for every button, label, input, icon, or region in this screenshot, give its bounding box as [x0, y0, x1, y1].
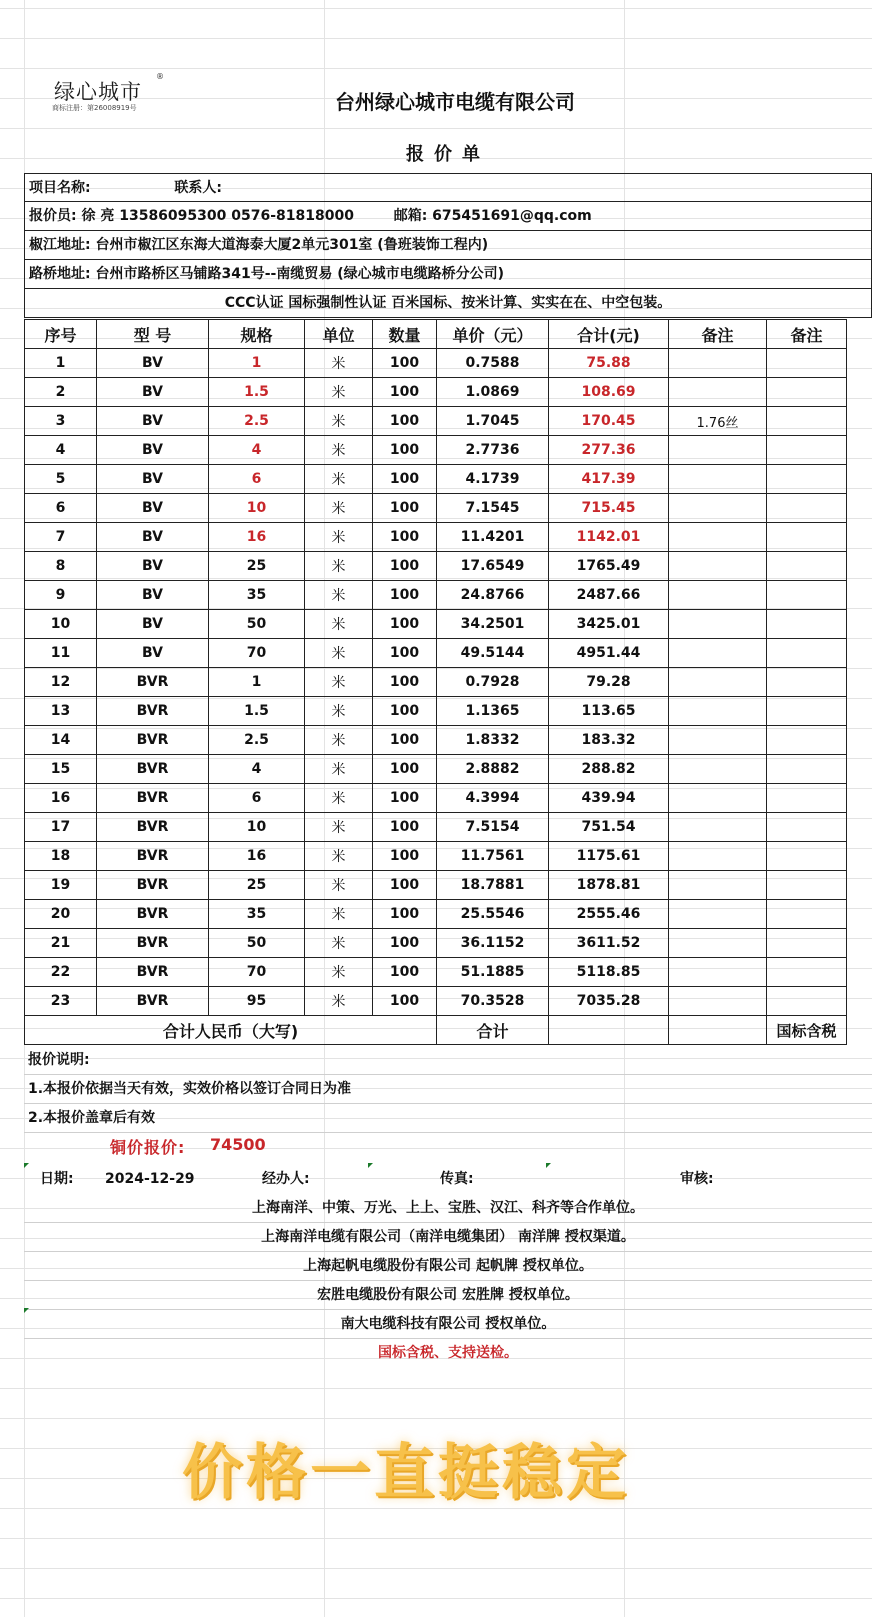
- cell-note[interactable]: [669, 842, 767, 871]
- cell-model[interactable]: BV: [97, 494, 209, 523]
- cell-model[interactable]: BV: [97, 378, 209, 407]
- cell-note-2[interactable]: [767, 813, 847, 842]
- cell-spec[interactable]: 1.5: [209, 378, 305, 407]
- cell-total[interactable]: 2487.66: [549, 581, 669, 610]
- cell-note[interactable]: [669, 726, 767, 755]
- certification-row[interactable]: [24, 289, 872, 318]
- cell-price[interactable]: 18.7881: [437, 871, 549, 900]
- cell-price[interactable]: 51.1885: [437, 958, 549, 987]
- cell-unit[interactable]: 米: [305, 349, 373, 378]
- cell-note[interactable]: [669, 871, 767, 900]
- document-title: 报价单: [406, 144, 490, 165]
- cell-qty[interactable]: 100: [373, 784, 437, 813]
- cell-spec[interactable]: 2.5: [209, 726, 305, 755]
- cell-unit[interactable]: 米: [305, 668, 373, 697]
- table-row[interactable]: [25, 726, 847, 755]
- cell-note-2[interactable]: [767, 842, 847, 871]
- partner-line-3: 上海起帆电缆股份有限公司 起帆牌 授权单位。: [24, 1252, 872, 1281]
- cell-total[interactable]: 113.65: [549, 697, 669, 726]
- table-row[interactable]: [25, 987, 847, 1016]
- footer-blank-cell[interactable]: [669, 1016, 767, 1045]
- table-row[interactable]: [25, 494, 847, 523]
- table-row[interactable]: [25, 900, 847, 929]
- cell-price[interactable]: 25.5546: [437, 900, 549, 929]
- cell-total[interactable]: 1175.61: [549, 842, 669, 871]
- cell-note-2[interactable]: [767, 436, 847, 465]
- review-label: 审核:: [680, 1171, 714, 1187]
- cell-spec[interactable]: 6: [209, 784, 305, 813]
- cell-spec[interactable]: 50: [209, 610, 305, 639]
- cell-note[interactable]: [669, 639, 767, 668]
- cell-no[interactable]: 5: [25, 465, 97, 494]
- cell-unit[interactable]: 米: [305, 871, 373, 900]
- cell-note[interactable]: [669, 523, 767, 552]
- cell-spec[interactable]: 4: [209, 436, 305, 465]
- cell-qty[interactable]: 100: [373, 726, 437, 755]
- column-header: 规格: [209, 320, 305, 349]
- table-row[interactable]: [25, 407, 847, 436]
- cell-note-2[interactable]: [767, 349, 847, 378]
- cell-total[interactable]: 277.36: [549, 436, 669, 465]
- cell-no[interactable]: 16: [25, 784, 97, 813]
- table-row[interactable]: [25, 668, 847, 697]
- column-header: 序号: [25, 320, 97, 349]
- cell-qty[interactable]: 100: [373, 900, 437, 929]
- cell-total[interactable]: 4951.44: [549, 639, 669, 668]
- cell-model[interactable]: BVR: [97, 900, 209, 929]
- cell-comment-marker: [546, 1163, 551, 1168]
- cell-price[interactable]: 7.1545: [437, 494, 549, 523]
- quoter-info: 报价员: 徐 亮 13586095300 0576-81818000: [29, 208, 354, 224]
- slogan-banner: 价格一直挺稳定: [182, 1438, 630, 1508]
- table-row[interactable]: [25, 581, 847, 610]
- table-row[interactable]: [25, 755, 847, 784]
- trademark-number: 商标注册：第26008919号: [52, 104, 137, 112]
- cell-qty[interactable]: 100: [373, 494, 437, 523]
- cell-qty[interactable]: 100: [373, 639, 437, 668]
- cell-total[interactable]: 5118.85: [549, 958, 669, 987]
- cell-model[interactable]: BV: [97, 523, 209, 552]
- cell-total[interactable]: 75.88: [549, 349, 669, 378]
- cell-note[interactable]: [669, 668, 767, 697]
- cell-no[interactable]: 8: [25, 552, 97, 581]
- cell-price[interactable]: 11.7561: [437, 842, 549, 871]
- contact-label: 联系人:: [174, 180, 222, 196]
- cell-qty[interactable]: 100: [373, 697, 437, 726]
- cell-qty[interactable]: 100: [373, 465, 437, 494]
- cell-total[interactable]: 751.54: [549, 813, 669, 842]
- cell-spec[interactable]: 25: [209, 871, 305, 900]
- cell-price[interactable]: 11.4201: [437, 523, 549, 552]
- tax-support-note: 国标含税、支持送检。: [378, 1345, 518, 1361]
- cell-note-2[interactable]: [767, 726, 847, 755]
- cell-unit[interactable]: 米: [305, 755, 373, 784]
- cell-no[interactable]: 18: [25, 842, 97, 871]
- cell-no[interactable]: 13: [25, 697, 97, 726]
- table-row[interactable]: [25, 436, 847, 465]
- cell-model[interactable]: BV: [97, 349, 209, 378]
- copper-price-label: 铜价报价:: [110, 1138, 186, 1157]
- cell-spec[interactable]: 10: [209, 813, 305, 842]
- cell-no[interactable]: 3: [25, 407, 97, 436]
- cell-total[interactable]: 3425.01: [549, 610, 669, 639]
- cell-no[interactable]: 19: [25, 871, 97, 900]
- cell-model[interactable]: BVR: [97, 813, 209, 842]
- cell-spec[interactable]: 1.5: [209, 697, 305, 726]
- cell-no[interactable]: 9: [25, 581, 97, 610]
- cell-note[interactable]: [669, 987, 767, 1016]
- cell-no[interactable]: 10: [25, 610, 97, 639]
- cell-unit[interactable]: 米: [305, 639, 373, 668]
- cell-note-2[interactable]: [767, 784, 847, 813]
- cell-note[interactable]: [669, 552, 767, 581]
- cell-note-2[interactable]: [767, 755, 847, 784]
- table-footer-row: [25, 1016, 847, 1045]
- table-row[interactable]: [25, 610, 847, 639]
- partner-line-5: 南大电缆科技有限公司 授权单位。: [24, 1310, 872, 1339]
- cell-spec[interactable]: 4: [209, 755, 305, 784]
- cell-price[interactable]: 2.7736: [437, 436, 549, 465]
- cell-spec[interactable]: 70: [209, 958, 305, 987]
- cell-model[interactable]: BVR: [97, 987, 209, 1016]
- cell-qty[interactable]: 100: [373, 407, 437, 436]
- fax-label: 传真:: [440, 1171, 474, 1187]
- cell-unit[interactable]: 米: [305, 465, 373, 494]
- cell-no[interactable]: 2: [25, 378, 97, 407]
- cell-no[interactable]: 15: [25, 755, 97, 784]
- cell-unit[interactable]: 米: [305, 581, 373, 610]
- cell-note[interactable]: [669, 755, 767, 784]
- cell-model[interactable]: BVR: [97, 871, 209, 900]
- cell-note[interactable]: [669, 378, 767, 407]
- cell-spec[interactable]: 95: [209, 987, 305, 1016]
- cell-unit[interactable]: 米: [305, 784, 373, 813]
- cell-total[interactable]: 7035.28: [549, 987, 669, 1016]
- cell-comment-marker: [24, 1308, 29, 1313]
- date-value[interactable]: 2024-12-29: [105, 1171, 195, 1187]
- cell-note[interactable]: [669, 349, 767, 378]
- luqiao-address-row[interactable]: [24, 260, 872, 289]
- cell-qty[interactable]: 100: [373, 436, 437, 465]
- cell-comment-marker: [24, 1163, 29, 1168]
- cell-spec[interactable]: 16: [209, 842, 305, 871]
- cell-no[interactable]: 20: [25, 900, 97, 929]
- cell-no[interactable]: 11: [25, 639, 97, 668]
- table-row[interactable]: [25, 842, 847, 871]
- cell-model[interactable]: BVR: [97, 784, 209, 813]
- cell-no[interactable]: 21: [25, 929, 97, 958]
- handler-label: 经办人:: [262, 1171, 310, 1187]
- table-row[interactable]: [25, 813, 847, 842]
- table-row[interactable]: [25, 871, 847, 900]
- cell-no[interactable]: 4: [25, 436, 97, 465]
- cell-model[interactable]: BV: [97, 436, 209, 465]
- cell-price[interactable]: 1.7045: [437, 407, 549, 436]
- cell-spec[interactable]: 25: [209, 552, 305, 581]
- cell-note-2[interactable]: [767, 581, 847, 610]
- cell-qty[interactable]: 100: [373, 929, 437, 958]
- table-row[interactable]: [25, 523, 847, 552]
- cell-total[interactable]: 715.45: [549, 494, 669, 523]
- cell-note[interactable]: [669, 900, 767, 929]
- cell-no[interactable]: 1: [25, 349, 97, 378]
- cell-model[interactable]: BVR: [97, 842, 209, 871]
- cell-note[interactable]: [669, 494, 767, 523]
- cell-price[interactable]: 1.8332: [437, 726, 549, 755]
- cell-model[interactable]: BV: [97, 407, 209, 436]
- table-header-row: [25, 320, 847, 349]
- cell-spec[interactable]: 6: [209, 465, 305, 494]
- project-label: 项目名称:: [29, 180, 91, 196]
- cell-price[interactable]: 0.7928: [437, 668, 549, 697]
- cell-note[interactable]: [669, 697, 767, 726]
- cell-note-2[interactable]: [767, 639, 847, 668]
- cell-note[interactable]: [669, 465, 767, 494]
- cell-total[interactable]: 1765.49: [549, 552, 669, 581]
- cell-spec[interactable]: 10: [209, 494, 305, 523]
- table-row[interactable]: [25, 378, 847, 407]
- cell-total[interactable]: 439.94: [549, 784, 669, 813]
- cell-unit[interactable]: 米: [305, 552, 373, 581]
- cell-no[interactable]: 22: [25, 958, 97, 987]
- cell-spec[interactable]: 16: [209, 523, 305, 552]
- cell-total[interactable]: 417.39: [549, 465, 669, 494]
- cell-unit[interactable]: 米: [305, 523, 373, 552]
- cell-note-2[interactable]: [767, 378, 847, 407]
- cell-spec[interactable]: 1: [209, 349, 305, 378]
- cell-price[interactable]: 17.6549: [437, 552, 549, 581]
- cell-model[interactable]: BV: [97, 465, 209, 494]
- cell-price[interactable]: 2.8882: [437, 755, 549, 784]
- cell-qty[interactable]: 100: [373, 871, 437, 900]
- cell-unit[interactable]: 米: [305, 494, 373, 523]
- table-row[interactable]: [25, 465, 847, 494]
- cell-no[interactable]: 23: [25, 987, 97, 1016]
- partner-line-2: 上海南洋电缆有限公司（南洋电缆集团） 南洋牌 授权渠道。: [24, 1223, 872, 1252]
- rmb-total-label: 合计人民币（大写): [25, 1016, 437, 1045]
- cell-note-2[interactable]: [767, 407, 847, 436]
- table-row[interactable]: [25, 784, 847, 813]
- cell-note[interactable]: [669, 784, 767, 813]
- luqiao-address: 路桥地址: 台州市路桥区马铺路341号--南缆贸易 (绿心城市电缆路桥分公司): [29, 266, 504, 282]
- cell-total[interactable]: 79.28: [549, 668, 669, 697]
- cell-note-2[interactable]: [767, 465, 847, 494]
- project-row[interactable]: [24, 173, 872, 202]
- cell-no[interactable]: 14: [25, 726, 97, 755]
- cell-spec[interactable]: 50: [209, 929, 305, 958]
- column-header: 备注: [767, 320, 847, 349]
- cell-price[interactable]: 1.0869: [437, 378, 549, 407]
- cell-no[interactable]: 12: [25, 668, 97, 697]
- cell-note-2[interactable]: [767, 494, 847, 523]
- table-row[interactable]: [25, 349, 847, 378]
- table-row[interactable]: [25, 929, 847, 958]
- cell-qty[interactable]: 100: [373, 349, 437, 378]
- cell-model[interactable]: BV: [97, 552, 209, 581]
- cell-note[interactable]: [669, 436, 767, 465]
- cell-unit[interactable]: 米: [305, 842, 373, 871]
- cell-qty[interactable]: 100: [373, 378, 437, 407]
- cell-note[interactable]: [669, 610, 767, 639]
- cell-unit[interactable]: 米: [305, 378, 373, 407]
- copper-price-value[interactable]: 74500: [210, 1135, 266, 1154]
- cell-unit[interactable]: 米: [305, 929, 373, 958]
- cell-qty[interactable]: 100: [373, 552, 437, 581]
- cell-note-2[interactable]: [767, 552, 847, 581]
- jiaojiang-address-row[interactable]: [24, 231, 872, 260]
- column-header: 数量: [373, 320, 437, 349]
- cell-spec[interactable]: 2.5: [209, 407, 305, 436]
- cell-unit[interactable]: 米: [305, 697, 373, 726]
- partner-line-4: 宏胜电缆股份有限公司 宏胜牌 授权单位。: [24, 1281, 872, 1310]
- cell-model[interactable]: BV: [97, 639, 209, 668]
- cell-qty[interactable]: 100: [373, 668, 437, 697]
- cell-model[interactable]: BVR: [97, 697, 209, 726]
- brand-logo: 绿心城市: [54, 80, 142, 104]
- cell-note[interactable]: [669, 581, 767, 610]
- cell-note[interactable]: [669, 813, 767, 842]
- cell-spec[interactable]: 35: [209, 581, 305, 610]
- cell-total[interactable]: 183.32: [549, 726, 669, 755]
- cell-note-2[interactable]: [767, 987, 847, 1016]
- email-info: 邮箱: 675451691@qq.com: [393, 208, 592, 224]
- column-header: 单位: [305, 320, 373, 349]
- cell-model[interactable]: BV: [97, 581, 209, 610]
- cell-price[interactable]: 7.5154: [437, 813, 549, 842]
- cell-note-2[interactable]: [767, 610, 847, 639]
- note-line-2: 2.本报价盖章后有效: [24, 1104, 872, 1133]
- cell-unit[interactable]: 米: [305, 958, 373, 987]
- cell-price[interactable]: 4.3994: [437, 784, 549, 813]
- cell-model[interactable]: BVR: [97, 958, 209, 987]
- grand-total-cell[interactable]: [549, 1016, 669, 1045]
- cell-note-2[interactable]: [767, 871, 847, 900]
- column-header: 备注: [669, 320, 767, 349]
- cell-total[interactable]: 1878.81: [549, 871, 669, 900]
- cell-unit[interactable]: 米: [305, 610, 373, 639]
- cell-no[interactable]: 6: [25, 494, 97, 523]
- cell-qty[interactable]: 100: [373, 755, 437, 784]
- cell-unit[interactable]: 米: [305, 407, 373, 436]
- table-row[interactable]: [25, 958, 847, 987]
- cell-total[interactable]: 170.45: [549, 407, 669, 436]
- cell-qty[interactable]: 100: [373, 958, 437, 987]
- quoter-row[interactable]: [24, 202, 872, 231]
- cell-price[interactable]: 36.1152: [437, 929, 549, 958]
- cell-model[interactable]: BV: [97, 610, 209, 639]
- cell-model[interactable]: BVR: [97, 755, 209, 784]
- cell-total[interactable]: 288.82: [549, 755, 669, 784]
- cell-price[interactable]: 34.2501: [437, 610, 549, 639]
- cell-no[interactable]: 17: [25, 813, 97, 842]
- cell-qty[interactable]: 100: [373, 523, 437, 552]
- column-header: 单价（元）: [437, 320, 549, 349]
- cell-spec[interactable]: 35: [209, 900, 305, 929]
- cell-model[interactable]: BVR: [97, 929, 209, 958]
- jiaojiang-address: 椒江地址: 台州市椒江区东海大道海泰大厦2单元301室 (鲁班装饰工程内): [29, 237, 489, 253]
- cell-qty[interactable]: 100: [373, 987, 437, 1016]
- column-header: 型 号: [97, 320, 209, 349]
- cell-note[interactable]: 1.76丝: [669, 407, 767, 436]
- cell-note-2[interactable]: [767, 697, 847, 726]
- cell-note-2[interactable]: [767, 958, 847, 987]
- cell-unit[interactable]: 米: [305, 900, 373, 929]
- table-row[interactable]: [25, 552, 847, 581]
- certification-text: CCC认证 国标强制性认证 百米国标、按米计算、实实在在、中空包装。: [224, 295, 672, 311]
- cell-price[interactable]: 1.1365: [437, 697, 549, 726]
- cell-note-2[interactable]: [767, 523, 847, 552]
- registered-mark: ®: [156, 72, 164, 81]
- total-label: 合计: [437, 1016, 549, 1045]
- date-label: 日期:: [40, 1171, 74, 1187]
- cell-qty[interactable]: 100: [373, 581, 437, 610]
- cell-spec[interactable]: 70: [209, 639, 305, 668]
- cell-unit[interactable]: 米: [305, 436, 373, 465]
- cell-total[interactable]: 3611.52: [549, 929, 669, 958]
- cell-total[interactable]: 108.69: [549, 378, 669, 407]
- cell-qty[interactable]: 100: [373, 813, 437, 842]
- cell-model[interactable]: BVR: [97, 726, 209, 755]
- note-line-1: 1.本报价依据当天有效，实效价格以签订合同日为准: [24, 1075, 872, 1104]
- cell-unit[interactable]: 米: [305, 987, 373, 1016]
- cell-note-2[interactable]: [767, 929, 847, 958]
- cell-unit[interactable]: 米: [305, 813, 373, 842]
- table-row[interactable]: [25, 697, 847, 726]
- cell-price[interactable]: 70.3528: [437, 987, 549, 1016]
- column-header: 合计(元): [549, 320, 669, 349]
- cell-price[interactable]: 24.8766: [437, 581, 549, 610]
- price-table: [24, 319, 847, 1045]
- cell-price[interactable]: 49.5144: [437, 639, 549, 668]
- cell-total[interactable]: 2555.46: [549, 900, 669, 929]
- table-row[interactable]: [25, 639, 847, 668]
- cell-qty[interactable]: 100: [373, 842, 437, 871]
- cell-total[interactable]: 1142.01: [549, 523, 669, 552]
- cell-model[interactable]: BVR: [97, 668, 209, 697]
- cell-price[interactable]: 4.1739: [437, 465, 549, 494]
- cell-no[interactable]: 7: [25, 523, 97, 552]
- cell-note-2[interactable]: [767, 900, 847, 929]
- cell-note-2[interactable]: [767, 668, 847, 697]
- cell-comment-marker: [368, 1163, 373, 1168]
- cell-qty[interactable]: 100: [373, 610, 437, 639]
- notes-title: 报价说明:: [24, 1046, 872, 1075]
- tax-included-label: 国标含税: [767, 1016, 847, 1045]
- cell-note[interactable]: [669, 929, 767, 958]
- cell-price[interactable]: 0.7588: [437, 349, 549, 378]
- partner-line-1: 上海南洋、中策、万光、上上、宝胜、汉江、科齐等合作单位。: [24, 1194, 872, 1223]
- company-name: 台州绿心城市电缆有限公司: [335, 90, 575, 114]
- cell-spec[interactable]: 1: [209, 668, 305, 697]
- cell-unit[interactable]: 米: [305, 726, 373, 755]
- cell-note[interactable]: [669, 958, 767, 987]
